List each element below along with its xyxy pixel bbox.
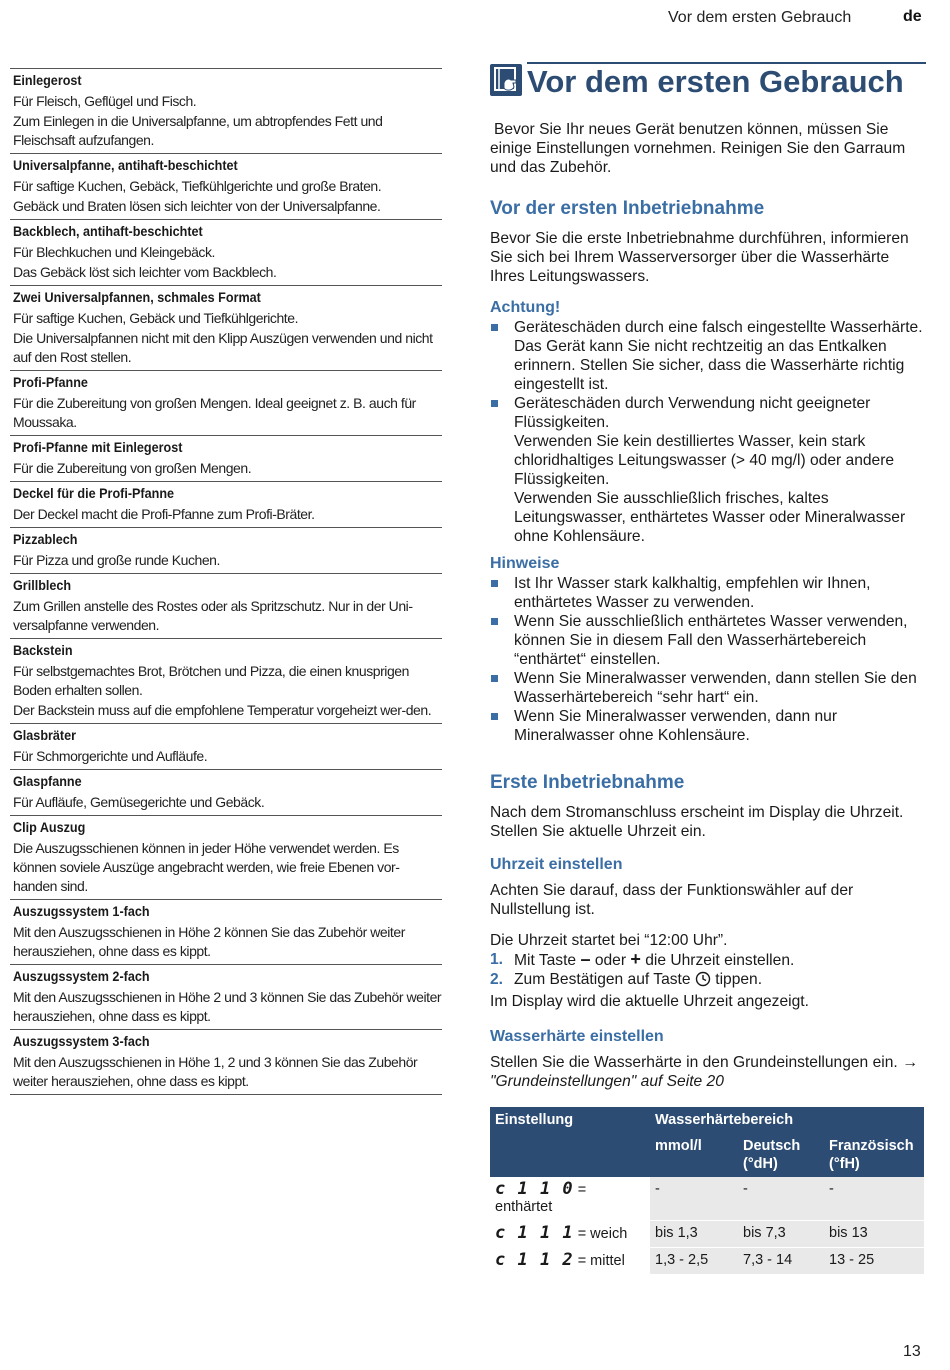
step-item: [490, 970, 926, 992]
setting-cell: [490, 1248, 650, 1275]
mmol-cell: 1,3 - 2,5: [650, 1248, 738, 1275]
accessory-title: Clip Auszug: [13, 819, 86, 835]
hinweise-list: [490, 574, 926, 745]
accessory-description: Für Schmorgerichte und Aufläufe.: [13, 748, 208, 764]
accessory-description: Das Gebäck löst sich leichter vom Backblech.: [13, 264, 277, 280]
accessory-title: Auszugssystem 3-fach: [13, 1033, 150, 1049]
page-number: 13: [903, 1343, 921, 1360]
start-text: Die Uhrzeit startet bei “12:00 Uhr”.: [490, 932, 728, 949]
accessory-description: Für Fleisch, Geflügel und Fisch.: [13, 93, 197, 109]
accessory-description: Der Deckel macht die Profi-Pfanne zum Profi-Bräter.: [13, 506, 315, 522]
accessory-description: Der Backstein muss auf die empfohlene Temperatur vorgeheizt wer-den.: [13, 702, 432, 718]
accessory-description: Für Pizza und große runde Kuchen.: [13, 552, 220, 568]
accessory-title: Profi-Pfanne: [13, 374, 88, 390]
achtung-label: Achtung!: [490, 299, 561, 316]
accessory-title: Grillblech: [13, 577, 72, 593]
step-item: [490, 950, 926, 970]
section-heading-erste-inbetriebnahme: Erste Inbetriebnahme: [490, 772, 685, 793]
step-number: 1.: [490, 951, 504, 968]
accessory-item: [10, 527, 442, 573]
clock-icon: [695, 971, 711, 992]
wasser-text-body: Stellen Sie die Wasserhärte in den Grundeinstellungen ein.: [490, 1054, 898, 1071]
column-header-range: Wasserhärtebereich: [650, 1107, 924, 1133]
table-row: [490, 1248, 924, 1275]
language-code: de: [903, 8, 922, 25]
accessory-item: [10, 964, 442, 1029]
accessory-description: Für die Zubereitung von großen Mengen. Ideal geeignet z. B. auch für Moussaka.: [13, 395, 416, 430]
accessory-item: [10, 1029, 442, 1095]
column-header-mmol: mmol/l: [650, 1133, 738, 1177]
uhrzeit-heading: Uhrzeit einstellen: [490, 856, 623, 873]
accessory-description: Für selbstgemachtes Brot, Brötchen und Pizza, die einen knusprigen Boden erhalten sollen.: [13, 663, 409, 698]
step-text: Zum Bestätigen auf Taste: [514, 971, 691, 988]
accessory-title: Backblech, antihaft-beschichtet: [13, 223, 203, 239]
display-code: c 1 1 2: [495, 1250, 574, 1270]
accessory-title: Auszugssystem 1-fach: [13, 903, 150, 919]
intro-text: Bevor Sie Ihr neues Gerät benutzen können, müssen Sie einige Einstellungen vornehmen. Reinigen Sie den Garraum und das Zubehör.: [490, 121, 906, 176]
accessory-description: Für Blechkuchen und Kleingebäck.: [13, 244, 215, 260]
step-text: Mit Taste: [514, 952, 577, 969]
franz-cell: 13 - 25: [824, 1248, 924, 1275]
step-text: die Uhrzeit einstellen.: [645, 952, 795, 969]
accessory-description: Für saftige Kuchen, Gebäck, Tiefkühlgerichte und große Braten.: [13, 178, 382, 194]
accessory-title: Deckel für die Profi-Pfanne: [13, 485, 175, 501]
accessory-description: Gebäck und Braten lösen sich leichter von der Universalpfanne.: [13, 198, 381, 214]
accessory-title: Glaspfanne: [13, 773, 82, 789]
uhrzeit-text: Achten Sie darauf, dass der Funktionswähler auf der Nullstellung ist.: [490, 882, 854, 918]
steps-list: [490, 950, 926, 992]
accessory-title: Einlegerost: [13, 72, 82, 88]
list-item: Wenn Sie ausschließlich enthärtetes Wasser verwenden, können Sie in diesem Fall den Wasserhärtebereich “enthärtet“ einstellen.: [490, 612, 926, 669]
list-item: Geräteschäden durch eine falsch eingestellte Wasserhärte. Das Gerät kann Sie nicht rechtzeitig an das Entkalken erinnern. Stellen Sie sicher, dass die Wasserhärte richtig eingestellt ist.: [490, 318, 926, 394]
accessory-description: Für saftige Kuchen, Gebäck und Tiefkühlgerichte.: [13, 310, 299, 326]
franz-cell: bis 13: [824, 1221, 924, 1248]
table-row: [490, 1177, 924, 1221]
setting-label: = enthärtet: [495, 1182, 587, 1215]
accessory-item: [10, 435, 442, 481]
step-number: 2.: [490, 971, 504, 988]
table-row: [490, 1221, 924, 1248]
accessory-title: Zwei Universalpfannen, schmales Format: [13, 289, 261, 305]
accessory-description: Die Universalpfannen nicht mit den Klipp Auszügen verwenden und nicht auf den Rost stellen.: [13, 330, 433, 365]
column-header-deutsch: Deutsch (°dH): [738, 1133, 824, 1177]
step-text: tippen.: [715, 971, 763, 988]
column-header-franz: Französisch (°fH): [824, 1133, 924, 1177]
display-code: c 1 1 0: [495, 1179, 574, 1199]
arrow-right-icon: →: [902, 1054, 919, 1071]
accessory-item: [10, 723, 442, 769]
accessory-description: Mit den Auszugsschienen in Höhe 2 können Sie das Zubehör weiter herausziehen, ohne dass es kippt.: [13, 924, 405, 959]
setting-label: = weich: [577, 1226, 628, 1242]
accessory-item: [10, 769, 442, 815]
section-text: Bevor Sie die erste Inbetriebnahme durchführen, informieren Sie sich bei Ihrem Wasserversorger über die Wasserhärte Ihres Leitungswassers.: [490, 230, 909, 285]
accessory-title: Universalpfanne, antihaft-beschichtet: [13, 157, 238, 173]
water-hardness-table: [490, 1107, 924, 1275]
plus-icon: +: [630, 949, 641, 969]
setting-cell: [490, 1177, 650, 1221]
setting-cell: [490, 1221, 650, 1248]
accessory-description: Die Auszugsschienen können in jeder Höhe verwendet werden. Es können soviele Auszüge angebracht werden, wie freie Ebenen vor-handen sind.: [13, 840, 400, 894]
page-reference-link[interactable]: "Grundeinstellungen" auf Seite 20: [490, 1073, 724, 1090]
accessory-description: Für Aufläufe, Gemüsegerichte und Gebäck.: [13, 794, 265, 810]
list-item: Wenn Sie Mineralwasser verwenden, dann nur Mineralwasser ohne Kohlensäure.: [490, 707, 926, 745]
accessory-item: [10, 573, 442, 638]
franz-cell: -: [824, 1177, 924, 1221]
accessory-title: Auszugssystem 2-fach: [13, 968, 150, 984]
deutsch-cell: 7,3 - 14: [738, 1248, 824, 1275]
mmol-cell: bis 1,3: [650, 1221, 738, 1248]
wasser-text: [490, 1053, 926, 1091]
accessory-description: Mit den Auszugsschienen in Höhe 2 und 3 können Sie das Zubehör weiter herausziehen, ohne dass es kippt.: [13, 989, 442, 1024]
chapter-title: Vor dem ersten Gebrauch: [527, 64, 904, 99]
hinweise-label: Hinweise: [490, 555, 560, 572]
achtung-list: [490, 318, 926, 546]
accessory-title: Pizzablech: [13, 531, 78, 547]
wasser-heading: Wasserhärte einstellen: [490, 1028, 664, 1045]
accessory-description: Für die Zubereitung von großen Mengen.: [13, 460, 252, 476]
accessory-description: Zum Einlegen in die Universalpfanne, um abtropfendes Fett und Fleischsaft aufzufangen.: [13, 113, 383, 148]
accessory-item: [10, 481, 442, 527]
accessory-item: [10, 153, 442, 219]
accessory-item: [10, 285, 442, 370]
list-item: Wenn Sie Mineralwasser verwenden, dann stellen Sie den Wasserhärtebereich “sehr hart“ ein.: [490, 669, 926, 707]
accessory-list: [10, 68, 442, 1095]
accessory-item: [10, 899, 442, 964]
section-text: Nach dem Stromanschluss erscheint im Display die Uhrzeit. Stellen Sie aktuelle Uhrzeit ein.: [490, 804, 904, 840]
accessory-title: Backstein: [13, 642, 73, 658]
accessory-title: Profi-Pfanne mit Einlegerost: [13, 439, 183, 455]
accessory-item: [10, 638, 442, 723]
display-code: c 1 1 1: [495, 1223, 574, 1243]
mmol-cell: -: [650, 1177, 738, 1221]
list-item: Geräteschäden durch Verwendung nicht geeigneter Flüssigkeiten. Verwenden Sie kein destilliertes Wasser, kein stark chloridhaltiges Leitungswasser (> 40 mg/l) oder andere Flüssigkeiten. Verwenden Sie ausschließlich frisches, kaltes Leitungswasser, enthärtetes Wasser oder Mineralwasser ohne Kohlensäure.: [490, 394, 926, 546]
column-header-setting: Einstellung: [490, 1107, 650, 1177]
accessory-item: [10, 219, 442, 285]
minus-icon: –: [580, 949, 591, 969]
section-heading-vor-inbetriebnahme: Vor der ersten Inbetriebnahme: [490, 198, 765, 219]
header-title: Vor dem ersten Gebrauch: [668, 9, 852, 26]
accessory-item: [10, 68, 442, 153]
book-hand-icon: [490, 64, 522, 96]
accessory-item: [10, 815, 442, 899]
step-text: oder: [594, 952, 627, 969]
setting-label: = mittel: [577, 1253, 625, 1269]
main-content: [490, 62, 926, 1275]
accessory-description: Zum Grillen anstelle des Rostes oder als Spritzschutz. Nur in der Uni-versalpfanne verwenden.: [13, 598, 413, 633]
accessory-description: Mit den Auszugsschienen in Höhe 1, 2 und 3 können Sie das Zubehör weiter herausziehen, ohne dass es kippt.: [13, 1054, 418, 1089]
accessory-title: Glasbräter: [13, 727, 77, 743]
accessory-item: [10, 370, 442, 435]
deutsch-cell: -: [738, 1177, 824, 1221]
result-text: Im Display wird die aktuelle Uhrzeit angezeigt.: [490, 993, 809, 1010]
deutsch-cell: bis 7,3: [738, 1221, 824, 1248]
chapter-heading: [490, 62, 926, 99]
list-item: Ist Ihr Wasser stark kalkhaltig, empfehlen wir Ihnen, enthärtetes Wasser zu verwenden.: [490, 574, 926, 612]
